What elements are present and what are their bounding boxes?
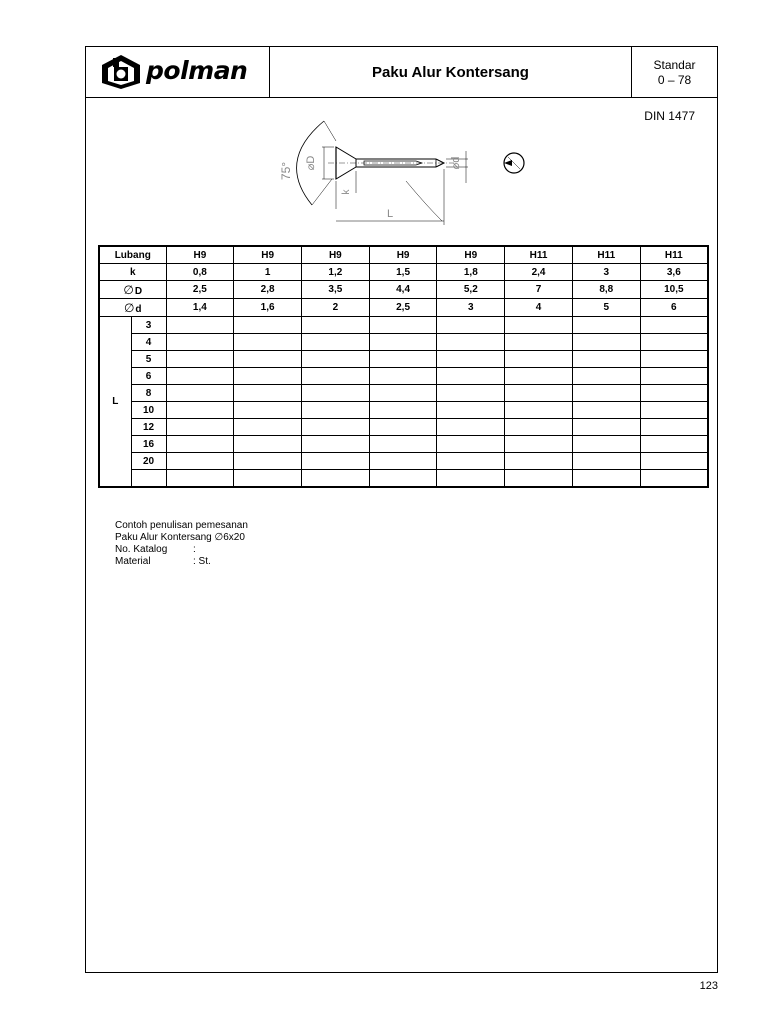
table-cell xyxy=(640,453,708,470)
angle-label: 75° xyxy=(279,161,293,181)
D-value: 5,2 xyxy=(437,281,505,299)
table-cell xyxy=(166,317,234,334)
k-label: k xyxy=(341,189,352,195)
table-cell xyxy=(166,351,234,368)
table-cell xyxy=(505,351,573,368)
table-cell xyxy=(572,368,640,385)
length-row xyxy=(99,470,708,488)
d-value: 1,4 xyxy=(166,299,234,317)
katalog-row xyxy=(115,544,248,556)
table-cell xyxy=(437,436,505,453)
length-value: 4 xyxy=(131,334,166,351)
document-frame xyxy=(85,46,718,973)
table-cell xyxy=(234,453,302,470)
table-cell xyxy=(505,470,573,488)
length-value: 12 xyxy=(131,419,166,436)
length-row xyxy=(99,351,708,368)
table-cell xyxy=(640,419,708,436)
lubang-value: H9 xyxy=(369,246,437,264)
dia-d-label: ⌀d xyxy=(450,156,462,170)
table-cell xyxy=(640,334,708,351)
table-cell xyxy=(437,470,505,488)
table-cell xyxy=(301,385,369,402)
table-cell xyxy=(505,334,573,351)
table-cell xyxy=(234,436,302,453)
L-label: L xyxy=(386,208,394,220)
k-value: 1,2 xyxy=(301,264,369,281)
table-cell xyxy=(234,402,302,419)
table-cell xyxy=(640,317,708,334)
D-value: 4,4 xyxy=(369,281,437,299)
dia-D-label: ⌀D xyxy=(305,155,317,171)
table-cell xyxy=(640,402,708,419)
table-cell xyxy=(437,402,505,419)
katalog-value: : xyxy=(193,544,196,555)
table-cell xyxy=(301,419,369,436)
polman-logo-icon xyxy=(98,53,144,91)
D-value: 10,5 xyxy=(640,281,708,299)
k-value: 1,5 xyxy=(369,264,437,281)
length-value: 3 xyxy=(131,317,166,334)
order-example-line: Paku Alur Kontersang ∅6x20 xyxy=(115,532,245,543)
table-cell xyxy=(369,402,437,419)
table-cell xyxy=(369,453,437,470)
table-cell xyxy=(234,419,302,436)
table-cell xyxy=(369,419,437,436)
table-cell xyxy=(437,385,505,402)
table-cell xyxy=(166,470,234,488)
table-cell xyxy=(166,402,234,419)
lubang-value: H9 xyxy=(301,246,369,264)
logo-cell xyxy=(86,47,270,97)
k-value: 2,4 xyxy=(505,264,573,281)
length-row xyxy=(99,419,708,436)
L-label: L xyxy=(99,317,131,488)
length-value: 10 xyxy=(131,402,166,419)
table-cell xyxy=(301,368,369,385)
table-cell xyxy=(572,317,640,334)
order-example xyxy=(115,520,248,568)
table-cell xyxy=(369,470,437,488)
table-cell xyxy=(369,436,437,453)
diameter-icon: ∅ xyxy=(123,282,134,297)
lubang-value: H9 xyxy=(437,246,505,264)
D-value: 3,5 xyxy=(301,281,369,299)
length-value xyxy=(131,470,166,488)
table-cell xyxy=(166,419,234,436)
length-row xyxy=(99,368,708,385)
d-row xyxy=(99,299,708,317)
table-cell xyxy=(572,419,640,436)
D-value: 8,8 xyxy=(572,281,640,299)
D-value: 2,8 xyxy=(234,281,302,299)
table-cell xyxy=(234,368,302,385)
table-cell xyxy=(505,385,573,402)
table-cell xyxy=(369,334,437,351)
table-cell xyxy=(437,334,505,351)
d-value: 4 xyxy=(505,299,573,317)
table-cell xyxy=(301,334,369,351)
D-value: 2,5 xyxy=(166,281,234,299)
diameter-icon: ∅ xyxy=(123,300,135,315)
d-value: 6 xyxy=(640,299,708,317)
table-cell xyxy=(166,436,234,453)
table-cell xyxy=(301,317,369,334)
table-cell xyxy=(301,436,369,453)
lubang-value: H9 xyxy=(234,246,302,264)
lubang-value: H9 xyxy=(166,246,234,264)
table-cell xyxy=(234,470,302,488)
k-label: k xyxy=(99,264,166,281)
brand-name: polman xyxy=(146,56,248,85)
D-label: ∅D xyxy=(99,281,166,299)
pin-technical-drawing xyxy=(266,113,566,229)
d-label: ∅d xyxy=(99,299,166,317)
d-value: 1,6 xyxy=(234,299,302,317)
table-cell xyxy=(369,385,437,402)
d-value: 2 xyxy=(301,299,369,317)
lubang-value: H11 xyxy=(640,246,708,264)
table-cell xyxy=(437,351,505,368)
table-cell xyxy=(301,351,369,368)
din-number: DIN 1477 xyxy=(644,109,695,123)
material-value: : St. xyxy=(193,556,211,567)
table-cell xyxy=(437,317,505,334)
table-cell xyxy=(166,368,234,385)
table-cell xyxy=(572,351,640,368)
dimension-table xyxy=(98,245,709,488)
lubang-value: H11 xyxy=(505,246,573,264)
order-heading: Contoh penulisan pemesanan xyxy=(115,520,248,531)
length-rows xyxy=(99,317,708,488)
table-cell xyxy=(640,470,708,488)
lubang-value: H11 xyxy=(572,246,640,264)
table-cell xyxy=(572,436,640,453)
k-value: 3,6 xyxy=(640,264,708,281)
header xyxy=(86,47,717,98)
length-row xyxy=(99,402,708,419)
table-cell xyxy=(505,453,573,470)
length-value: 16 xyxy=(131,436,166,453)
table-cell xyxy=(166,453,234,470)
table-cell xyxy=(505,402,573,419)
table-cell xyxy=(572,402,640,419)
d-value: 2,5 xyxy=(369,299,437,317)
table-cell xyxy=(505,368,573,385)
table-cell xyxy=(505,419,573,436)
table-cell xyxy=(301,470,369,488)
table-cell xyxy=(301,402,369,419)
table-cell xyxy=(369,368,437,385)
D-row xyxy=(99,281,708,299)
material-label: Material xyxy=(115,556,151,567)
table-cell xyxy=(234,385,302,402)
page-title: Paku Alur Kontersang xyxy=(270,47,632,97)
table-cell xyxy=(166,334,234,351)
katalog-label: No. Katalog xyxy=(115,544,168,555)
lubang-row xyxy=(99,246,708,264)
length-value: 5 xyxy=(131,351,166,368)
d-value: 3 xyxy=(437,299,505,317)
lubang-label: Lubang xyxy=(99,246,166,264)
table-cell xyxy=(640,351,708,368)
table-cell xyxy=(640,385,708,402)
length-row xyxy=(99,334,708,351)
standard-cell xyxy=(632,47,717,97)
k-value: 1 xyxy=(234,264,302,281)
material-row xyxy=(115,556,248,568)
k-value: 3 xyxy=(572,264,640,281)
table-cell xyxy=(505,317,573,334)
table-cell xyxy=(572,334,640,351)
table-cell xyxy=(301,453,369,470)
standard-label: Standar xyxy=(653,58,696,72)
length-value: 20 xyxy=(131,453,166,470)
length-value: 8 xyxy=(131,385,166,402)
table-cell xyxy=(369,317,437,334)
page-number: 123 xyxy=(699,980,718,992)
length-row xyxy=(99,436,708,453)
k-value: 0,8 xyxy=(166,264,234,281)
table-cell xyxy=(234,351,302,368)
table-cell xyxy=(234,317,302,334)
table-cell xyxy=(234,334,302,351)
length-value: 6 xyxy=(131,368,166,385)
table-cell xyxy=(437,453,505,470)
k-value: 1,8 xyxy=(437,264,505,281)
length-row xyxy=(99,317,708,334)
table-cell xyxy=(572,385,640,402)
table-cell xyxy=(369,351,437,368)
table-cell xyxy=(437,368,505,385)
length-row xyxy=(99,385,708,402)
table-cell xyxy=(640,436,708,453)
table-cell xyxy=(640,368,708,385)
d-value: 5 xyxy=(572,299,640,317)
k-row xyxy=(99,264,708,281)
standard-number: 0 – 78 xyxy=(657,73,692,87)
table-cell xyxy=(572,453,640,470)
table-cell xyxy=(166,385,234,402)
table-cell xyxy=(572,470,640,488)
D-value: 7 xyxy=(505,281,573,299)
table-cell xyxy=(437,419,505,436)
table-cell xyxy=(505,436,573,453)
length-row xyxy=(99,453,708,470)
